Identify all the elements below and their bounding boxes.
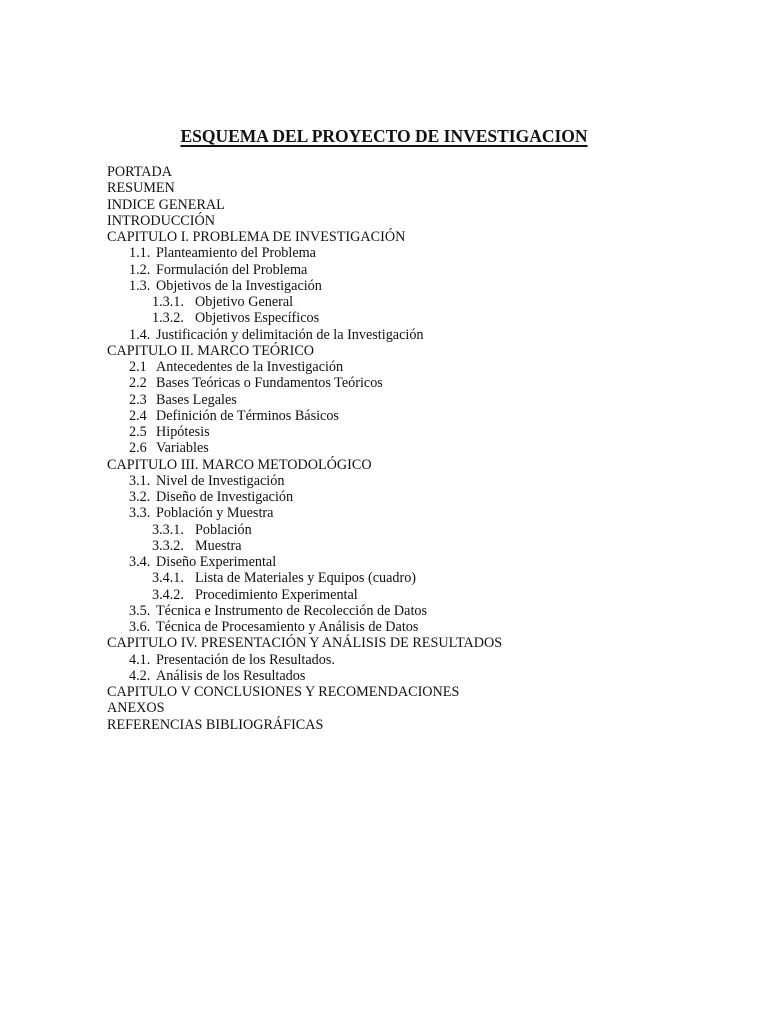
item-text: Nivel de Investigación	[156, 472, 285, 489]
outline-subitem	[107, 619, 747, 635]
item-text: Procedimiento Experimental	[195, 586, 358, 603]
item-text: INDICE GENERAL	[107, 196, 225, 213]
item-text: ANEXOS	[107, 700, 165, 717]
item-text: Diseño Experimental	[156, 554, 277, 570]
item-text: INTRODUCCIÓN	[107, 212, 215, 229]
item-text: Variables	[156, 440, 209, 457]
outline-heading	[107, 343, 747, 359]
outline-subitem	[107, 603, 747, 619]
item-text: Técnica e Instrumento de Recolección de Datos	[156, 602, 428, 619]
outline-heading	[107, 684, 747, 700]
outline-subitem	[107, 359, 747, 375]
item-text: Justificación y delimitación de la Investigación	[156, 326, 424, 343]
outline-list	[107, 164, 747, 733]
outline-subitem	[107, 408, 747, 424]
item-number: 4.2.	[129, 667, 151, 684]
item-text: Lista de Materiales y Equipos (cuadro)	[195, 570, 417, 587]
item-text: CAPITULO IV. PRESENTACIÓN Y ANÁLISIS DE RESULTADOS	[107, 635, 503, 652]
item-number: 4.1.	[129, 651, 151, 668]
outline-heading	[107, 717, 747, 733]
item-number: 1.1.	[129, 245, 151, 262]
outline-heading	[107, 164, 747, 180]
outline-heading	[107, 635, 747, 651]
item-number: 2.5	[129, 424, 147, 440]
outline-subitem	[107, 327, 747, 343]
item-text: Técnica de Procesamiento y Análisis de Datos	[156, 619, 419, 635]
item-number: 3.4.2.	[152, 586, 184, 603]
item-text: Hipótesis	[156, 424, 210, 440]
item-text: Análisis de los Resultados	[156, 667, 306, 684]
outline-subsubitem	[107, 294, 747, 310]
item-number: 2.1	[129, 359, 147, 375]
item-text: Objetivos Específicos	[195, 310, 320, 327]
outline-subsubitem	[107, 522, 747, 538]
outline-subitem	[107, 440, 747, 456]
item-number: 1.3.2.	[152, 310, 184, 327]
item-text: CAPITULO II. MARCO TEÓRICO	[107, 342, 315, 359]
item-number: 1.4.	[129, 326, 151, 343]
item-text: CAPITULO V CONCLUSIONES Y RECOMENDACIONES	[107, 684, 460, 700]
item-text: Planteamiento del Problema	[156, 245, 316, 262]
item-text: Diseño de Investigación	[156, 489, 294, 505]
item-text: CAPITULO III. MARCO METODOLÓGICO	[107, 456, 372, 473]
document-title	[0, 125, 768, 147]
outline-heading	[107, 700, 747, 716]
item-text: PORTADA	[107, 164, 173, 180]
document-title-text: ESQUEMA DEL PROYECTO DE INVESTIGACION	[180, 126, 588, 146]
item-text: REFERENCIAS BIBLIOGRÁFICAS	[107, 716, 324, 733]
item-number: 1.2.	[129, 261, 151, 278]
item-number: 3.3.1.	[152, 521, 184, 538]
outline-subsubitem	[107, 310, 747, 326]
item-number: 2.2	[129, 375, 147, 392]
item-text: Población	[195, 521, 252, 538]
item-number: 3.4.1.	[152, 570, 184, 587]
item-text: Objetivos de la Investigación	[156, 277, 322, 294]
item-number: 3.3.	[129, 505, 151, 522]
item-text: Definición de Términos Básicos	[156, 407, 339, 424]
item-text: Muestra	[195, 537, 242, 554]
outline-heading	[107, 213, 747, 229]
item-text: Población y Muestra	[156, 505, 274, 522]
item-number: 1.3.	[129, 277, 151, 294]
outline-subitem	[107, 554, 747, 570]
outline-subitem	[107, 245, 747, 261]
item-text: Antecedentes de la Investigación	[156, 359, 344, 375]
item-number: 3.1.	[129, 472, 151, 489]
item-text: Objetivo General	[195, 294, 294, 310]
outline-subsubitem	[107, 587, 747, 603]
item-number: 2.4	[129, 407, 147, 424]
outline-subitem	[107, 473, 747, 489]
outline-heading	[107, 180, 747, 196]
item-number: 3.2.	[129, 489, 151, 505]
outline-subitem	[107, 375, 747, 391]
item-text: Bases Teóricas o Fundamentos Teóricos	[156, 375, 383, 392]
item-number: 3.3.2.	[152, 537, 184, 554]
outline-subitem	[107, 652, 747, 668]
item-text: Presentación de los Resultados.	[156, 651, 335, 668]
outline-subsubitem	[107, 538, 747, 554]
outline-subitem	[107, 262, 747, 278]
outline-subsubitem	[107, 570, 747, 586]
item-number: 3.6.	[129, 619, 151, 635]
item-text: RESUMEN	[107, 180, 175, 197]
item-number: 1.3.1.	[152, 294, 184, 310]
outline-heading	[107, 229, 747, 245]
item-text: CAPITULO I. PROBLEMA DE INVESTIGACIÓN	[107, 229, 406, 245]
outline-heading	[107, 197, 747, 213]
outline-subitem	[107, 278, 747, 294]
item-number: 2.3	[129, 391, 147, 408]
outline-subitem	[107, 668, 747, 684]
item-text: Bases Legales	[156, 391, 237, 408]
outline-subitem	[107, 392, 747, 408]
outline-subitem	[107, 424, 747, 440]
outline-subitem	[107, 505, 747, 521]
outline-subitem	[107, 489, 747, 505]
outline-heading	[107, 457, 747, 473]
item-number: 3.4.	[129, 554, 151, 570]
item-number: 2.6	[129, 440, 147, 457]
item-text: Formulación del Problema	[156, 261, 308, 278]
item-number: 3.5.	[129, 602, 151, 619]
